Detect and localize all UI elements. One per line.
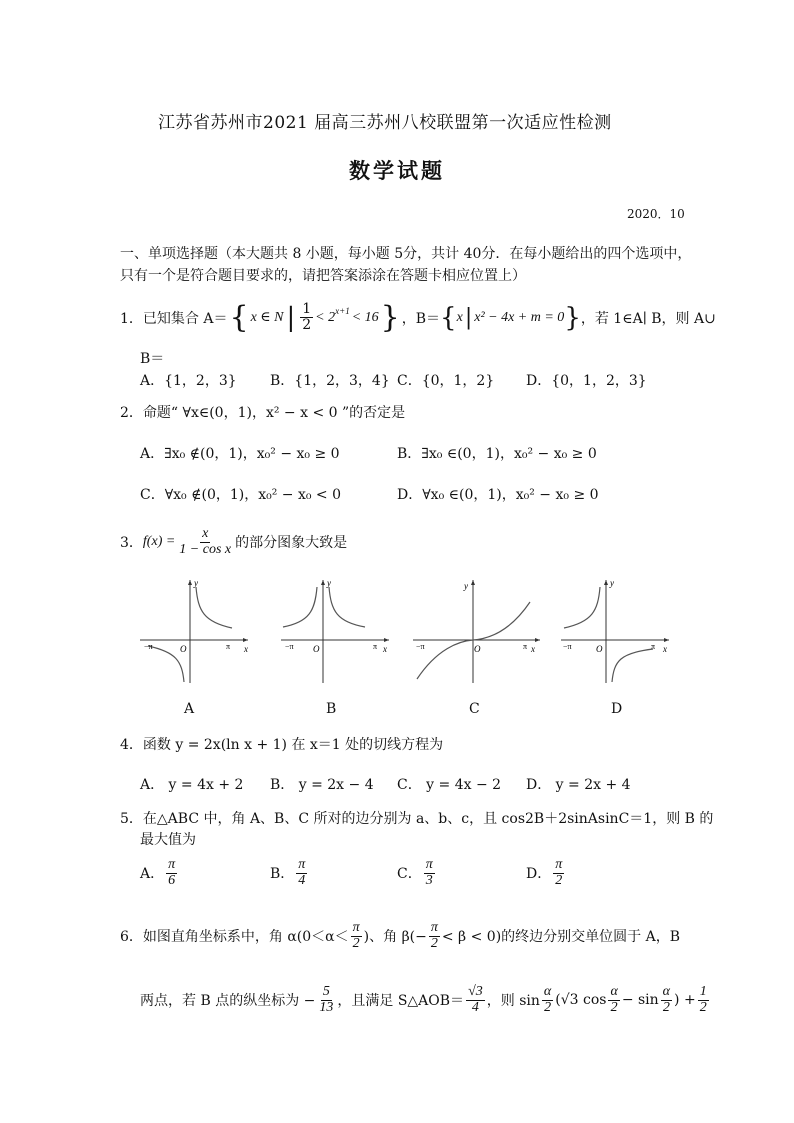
frac-den: 6 <box>168 872 176 888</box>
y-label: y <box>194 578 198 588</box>
graph-d <box>561 575 673 685</box>
y-arrow-icon <box>321 580 325 585</box>
curve-right <box>329 587 365 627</box>
pos-pi-label: π <box>226 642 231 651</box>
q6-frac-3 <box>317 985 335 1015</box>
q1-setB: x <box>456 309 463 325</box>
q5-option-a <box>140 858 179 888</box>
frac-den: 3 <box>425 872 433 888</box>
q1-part2: ，B＝ <box>401 310 441 327</box>
x-label: x <box>244 644 248 654</box>
q6-l2d: (√3 cos <box>555 992 607 1009</box>
q6-l2f: ) + <box>674 992 696 1009</box>
x-arrow-icon <box>664 638 669 642</box>
curve-left <box>148 646 184 682</box>
neg-pi-label: −π <box>563 642 572 651</box>
x-label: x <box>663 644 667 654</box>
q1-setA-ineq: < 2 <box>315 309 336 325</box>
question-4-stem: 4．函数 y = 2x(ln x + 1) 在 x＝1 处的切线方程为 <box>120 737 444 753</box>
y-label: y <box>327 578 331 588</box>
option-frac <box>553 858 564 888</box>
x-label: x <box>383 644 387 654</box>
graph-label-d: D <box>611 701 623 717</box>
y-label: y <box>610 578 614 588</box>
q6-frac-8 <box>698 985 709 1015</box>
frac-den: 2 <box>699 999 707 1015</box>
q1-option-d: D．{0，1，2，3} <box>526 373 647 389</box>
q4-option-a: A． y = 4x + 2 <box>140 777 244 793</box>
option-label: B． <box>270 866 295 883</box>
exam-title: 江苏省苏州市2021 届高三苏州八校联盟第一次适应性检测 <box>158 113 612 133</box>
frac-den: 2 <box>302 317 312 333</box>
frac-den: 4 <box>471 999 479 1015</box>
set-bar-b: | <box>464 305 473 330</box>
frac-num: π <box>352 920 360 935</box>
graph-label-b: B <box>326 701 337 717</box>
frac-den: 2 <box>662 999 670 1015</box>
q4-option-b: B． y = 2x − 4 <box>270 777 374 793</box>
x-arrow-icon <box>535 638 540 642</box>
q1-setA-end: < 16 <box>351 309 379 325</box>
x-arrow-icon <box>384 638 389 642</box>
frac-num: x <box>202 526 209 541</box>
y-label: y <box>464 581 468 591</box>
frac-num: √3 <box>468 984 483 999</box>
graph-c <box>413 575 543 685</box>
q6-l1a: 6．如图直角坐标系中，角 α(0＜α＜ <box>120 929 349 946</box>
origin-label: O <box>596 644 603 654</box>
neg-pi-label: −π <box>416 642 425 651</box>
option-label: C． <box>397 866 422 883</box>
frac-num: 1 <box>699 984 707 999</box>
exam-subtitle: 数学试题 <box>349 158 445 183</box>
q1-option-c: C．{0，1，2} <box>397 373 495 389</box>
q6-l1c: < β < 0)的终边分别交单位圆于 A，B <box>441 929 680 946</box>
q6-frac-2 <box>429 921 440 951</box>
set-brace-left-b: { <box>440 302 457 333</box>
q1-setA-exp: x+1 <box>335 306 350 316</box>
frac-den: 4 <box>298 872 306 888</box>
q5-option-b <box>270 858 309 888</box>
q6-frac-6 <box>608 985 619 1015</box>
q5-option-c <box>397 858 437 888</box>
question-6-line2 <box>140 985 711 1015</box>
q1-part1: 1．已知集合 A＝ <box>120 310 228 327</box>
exam-date: 2020．10 <box>627 207 685 221</box>
question-6-line1 <box>120 921 680 951</box>
y-arrow-icon <box>188 580 192 585</box>
q2-option-b: B．∃x₀ ∈(0，1)，x₀² − x₀ ≥ 0 <box>397 446 597 462</box>
q2-option-c: C．∀x₀ ∉(0，1)，x₀² − x₀ < 0 <box>140 487 342 503</box>
frac-den: 2 <box>352 935 360 951</box>
q6-l2a: 两点，若 B 点的纵坐标为 − <box>140 993 316 1010</box>
q1-setA: x ∈ N <box>250 310 284 325</box>
frac-num: π <box>168 857 176 872</box>
q3-suffix: 的部分图象大致是 <box>235 535 348 552</box>
q3-func: f(x) = <box>142 534 176 550</box>
curve-right <box>196 587 232 628</box>
q6-frac-1 <box>351 921 362 951</box>
q6-l1b: )、角 β(− <box>363 929 427 946</box>
frac-num: π <box>555 857 563 872</box>
graph-a <box>140 575 252 685</box>
origin-label: O <box>474 644 481 654</box>
pos-pi-label: π <box>651 642 656 651</box>
frac-den: 2 <box>610 999 618 1015</box>
q3-prefix: 3． <box>120 535 143 552</box>
frac-den: 13 <box>319 999 334 1015</box>
q2-option-a: A．∃x₀ ∉(0，1)，x₀² − x₀ ≥ 0 <box>140 446 340 462</box>
frac-den: 2 <box>430 935 438 951</box>
q5-option-d <box>526 858 566 888</box>
q6-l2b: ，且满足 S△AOB＝ <box>337 993 465 1010</box>
set-brace-right: } <box>380 300 400 335</box>
question-5-line1: 5．在△ABC 中，角 A、B、C 所对的边分别为 a、b、c，且 cos2B＋2sinAsinC＝1，则 B 的 <box>120 811 714 827</box>
graph-b <box>281 575 393 685</box>
option-label: A． <box>140 866 165 883</box>
q1-setA-frac <box>300 302 313 332</box>
graph-label-c: C <box>469 701 480 717</box>
q4-option-d: D． y = 2x + 4 <box>526 777 631 793</box>
y-arrow-icon <box>471 580 475 585</box>
pos-pi-label: π <box>523 642 528 651</box>
q1-option-a: A．{1，2，3} <box>140 373 237 389</box>
frac-num: π <box>425 857 433 872</box>
q1-setB-expr: x² − 4x + m = 0 <box>474 309 565 325</box>
curve-left <box>564 587 600 628</box>
q6-frac-5 <box>542 985 553 1015</box>
frac-den: 2 <box>555 872 563 888</box>
q1-option-b: B．{1，2，3，4} <box>270 373 390 389</box>
q6-l2c: ，则 sin <box>486 993 540 1010</box>
curve-left <box>283 587 317 627</box>
option-label: D． <box>526 866 552 883</box>
origin-label: O <box>180 644 187 654</box>
q6-frac-7 <box>661 985 672 1015</box>
set-bar: | <box>286 302 296 333</box>
pos-pi-label: π <box>373 642 378 651</box>
frac-num: π <box>298 857 306 872</box>
neg-pi-label: −π <box>285 642 294 651</box>
q2-option-d: D．∀x₀ ∈(0，1)，x₀² − x₀ ≥ 0 <box>397 487 599 503</box>
q6-l2e: − sin <box>621 992 659 1009</box>
option-frac <box>166 858 177 888</box>
q4-option-c: C． y = 4x − 2 <box>397 777 502 793</box>
option-frac <box>296 858 307 888</box>
option-frac <box>424 858 435 888</box>
y-arrow-icon <box>604 580 608 585</box>
question-2-stem: 2．命题“ ∀x∈(0，1)，x² − x < 0 ”的否定是 <box>120 405 406 421</box>
neg-pi-label: −π <box>144 642 153 651</box>
section-heading-line1: 一、单项选择题（本大题共 8 小题，每小题 5分，共计 40分．在每小题给出的四个选项中， <box>120 246 692 262</box>
curve-right <box>612 649 653 682</box>
graph-label-a: A <box>184 701 195 717</box>
q1-line2: B＝ <box>140 351 165 367</box>
q1-part3: ，若 1∈A∣ B，则 A∪ <box>580 310 716 327</box>
frac-num: π <box>430 920 438 935</box>
question-1-stem <box>120 300 716 335</box>
frac-den: 2 <box>544 999 552 1015</box>
frac-num: α <box>610 984 618 999</box>
frac-num: 5 <box>322 984 330 999</box>
question-5-line2: 最大值为 <box>140 832 196 848</box>
x-arrow-icon <box>243 638 248 642</box>
x-label: x <box>531 644 535 654</box>
set-brace-left: { <box>229 300 249 335</box>
set-brace-right-b: } <box>564 302 581 333</box>
frac-num: α <box>662 984 671 999</box>
question-3-stem <box>120 527 347 557</box>
frac-num: 1 <box>302 301 312 318</box>
q3-frac <box>177 527 233 557</box>
section-heading-line2: 只有一个是符合题目要求的，请把答案添涂在答题卡相应位置上） <box>120 268 526 284</box>
origin-label: O <box>313 644 320 654</box>
q6-frac-4 <box>466 985 485 1015</box>
frac-num: α <box>543 984 552 999</box>
frac-den: 1 − cos x <box>179 541 232 557</box>
